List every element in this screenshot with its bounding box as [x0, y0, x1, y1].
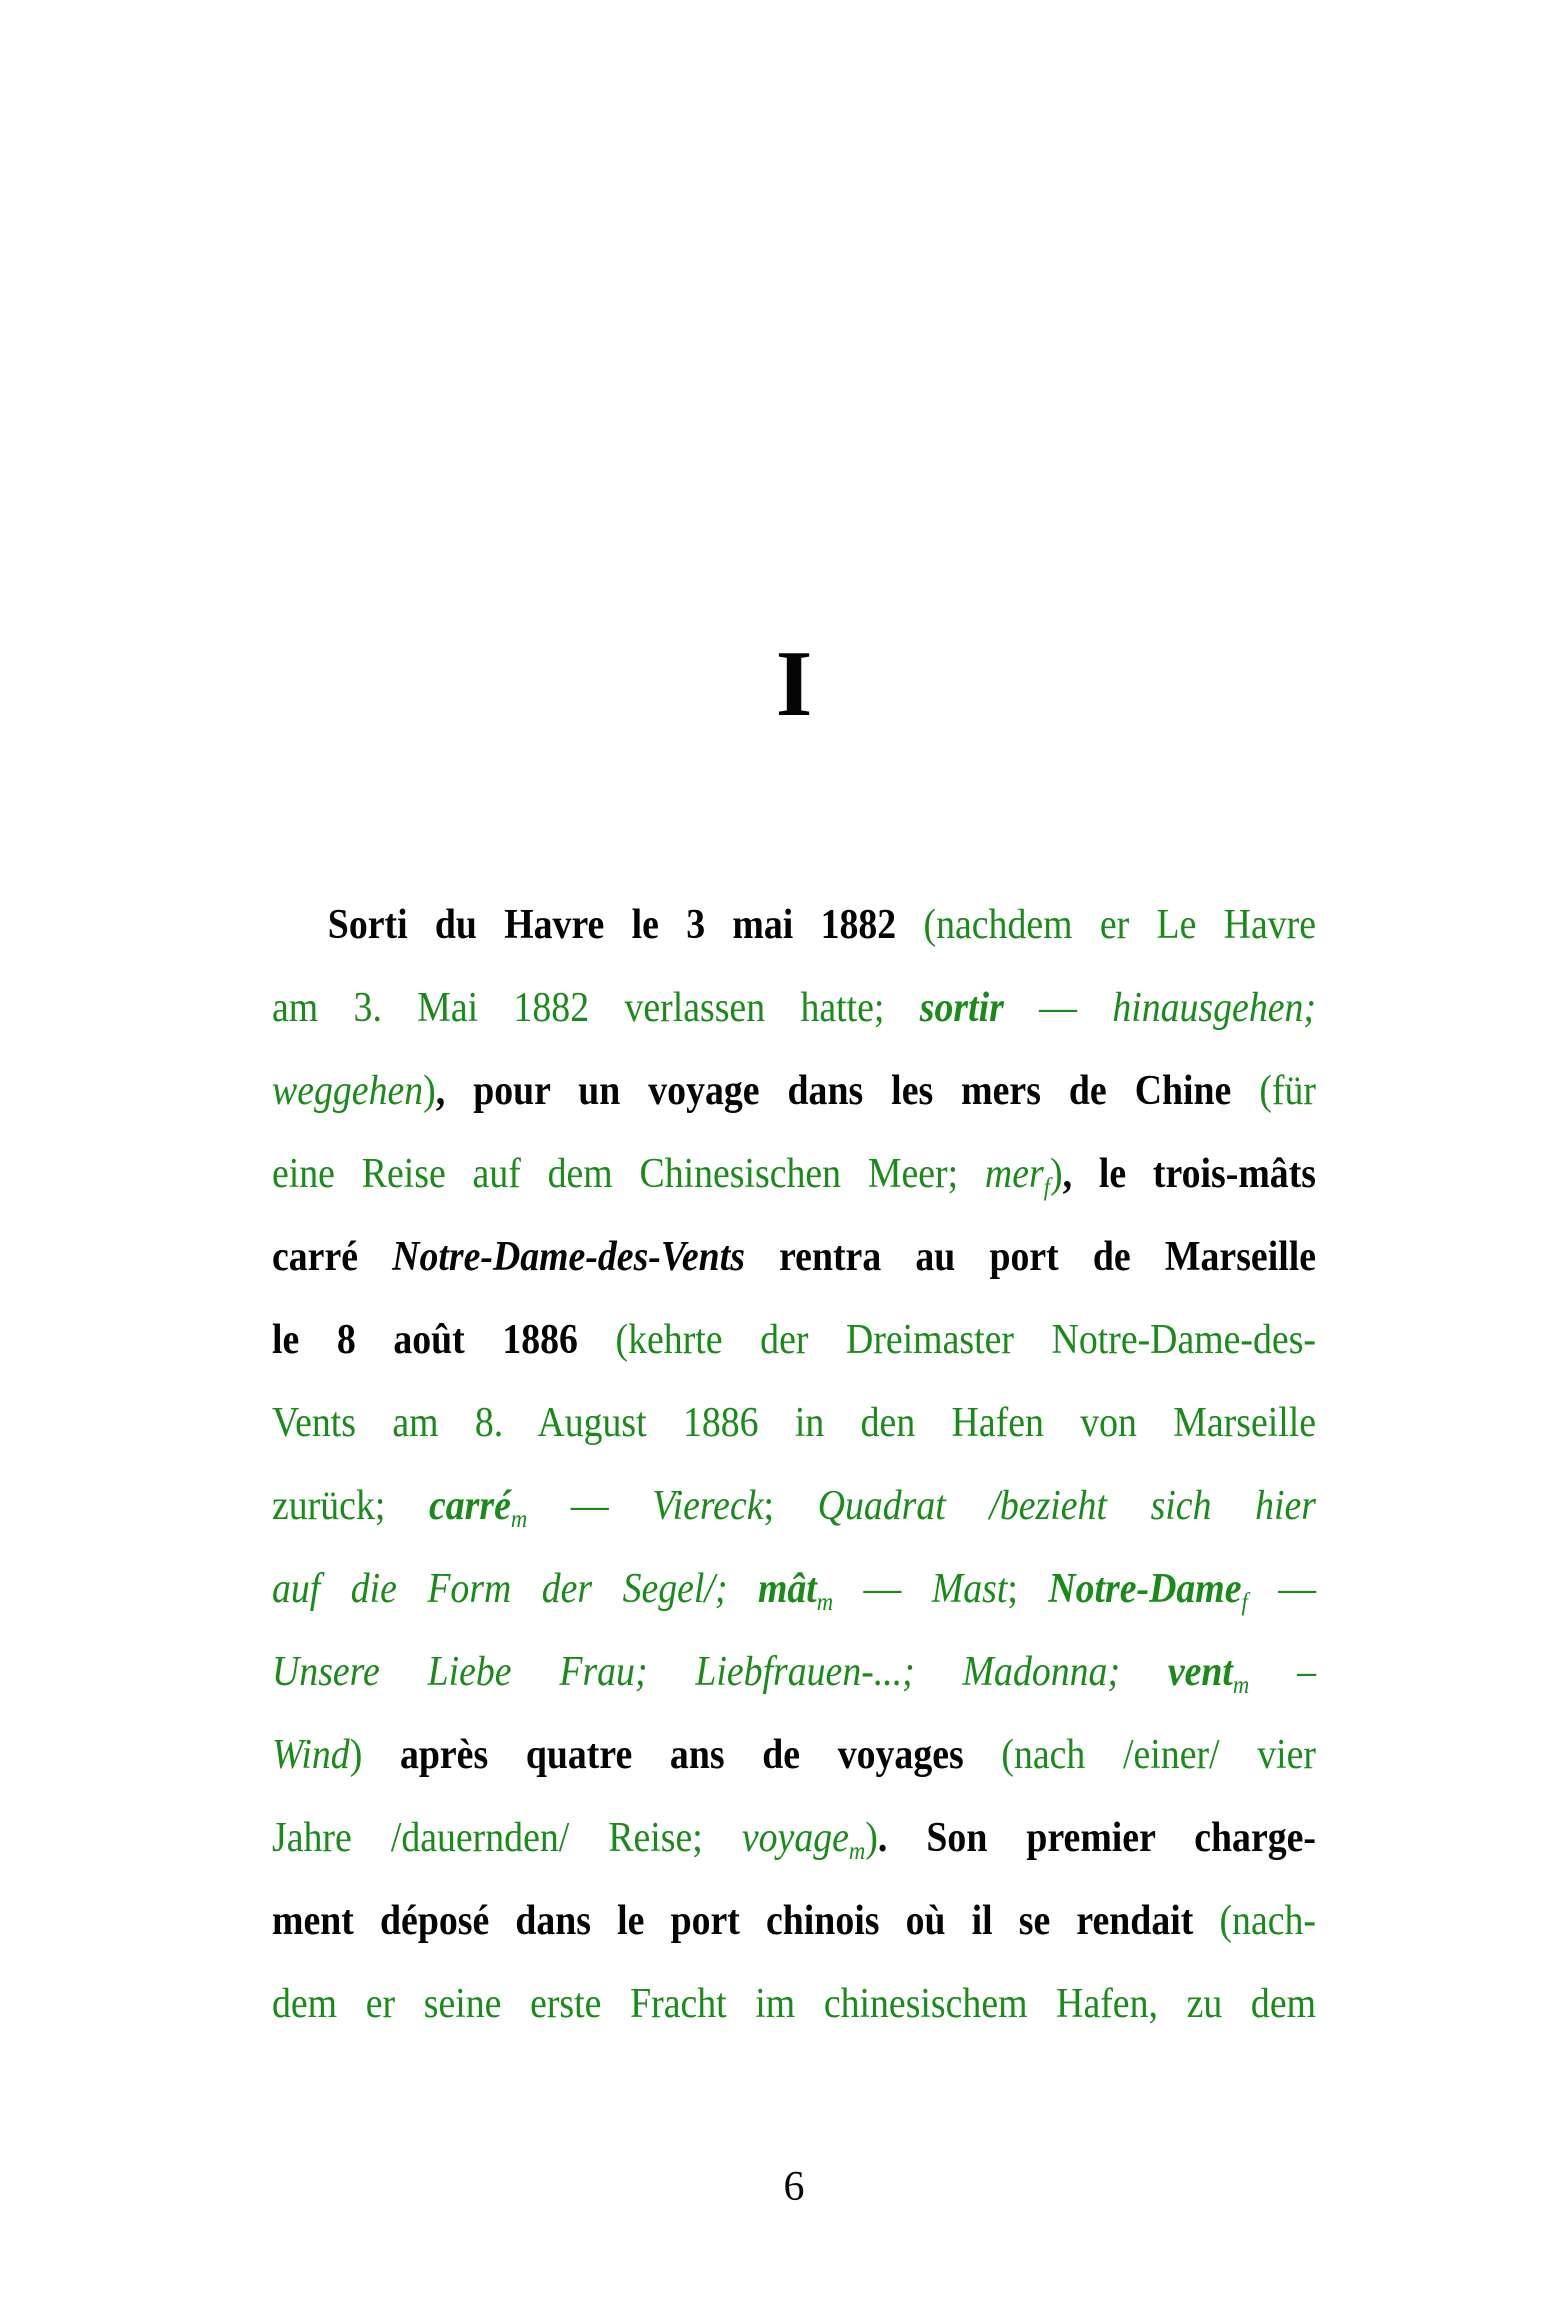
text-line [272, 1050, 1316, 1133]
text-run-g: am 3. Mai 1882 verlassen hatte; [272, 985, 920, 1031]
text-run-g: (für [1259, 1068, 1316, 1114]
text-line [272, 1963, 1316, 2046]
text-run-g: eine Reise auf dem Chinesischen Meer; [272, 1151, 985, 1197]
text-run-gi: Quadrat /bezieht sich hier [817, 1483, 1316, 1529]
gender-subscript: f [1241, 1588, 1248, 1616]
text-run-g: Vents am 8. August 1886 in den Hafen von Marseille [272, 1400, 1316, 1446]
gender-subscript: m [816, 1588, 834, 1616]
text-run-b: Sorti du Havre le 3 mai 1882 [327, 902, 924, 948]
gender-subscript: m [848, 1837, 866, 1865]
text-run-gi: auf die Form der Segel/; [272, 1566, 758, 1612]
text-run-b: , le trois-mâts [1062, 1151, 1317, 1197]
text-run-g: — [833, 1566, 932, 1612]
text-run-b: rentra au port de Marseille [744, 1234, 1316, 1280]
text-run-g: ; [763, 1483, 818, 1529]
text-line [272, 1382, 1316, 1465]
text-run-gbi: vent [1167, 1649, 1233, 1695]
text-run-gbi: carré [428, 1483, 511, 1529]
text-run-gbi: mât [757, 1566, 817, 1612]
text-line [272, 1880, 1316, 1963]
text-line [272, 1465, 1316, 1548]
text-line [272, 884, 1316, 967]
text-run-g: ; [1007, 1566, 1049, 1612]
text-run-g: (nach /einer/ vier [1001, 1732, 1317, 1778]
text-run-g: ) [349, 1732, 363, 1778]
text-line [272, 967, 1316, 1050]
gender-subscript: f [1043, 1173, 1051, 1201]
text-run-gi: Viereck [652, 1483, 764, 1529]
text-line [272, 1548, 1316, 1631]
chapter-heading: I [775, 632, 813, 736]
page-number: 6 [783, 2164, 805, 2210]
text-run-g: dem er seine erste Fracht im chinesischem Hafen, zu dem [272, 1981, 1316, 2027]
text-line [272, 1133, 1316, 1216]
text-run-gi: hinausgehen; [1112, 985, 1316, 1031]
gender-subscript: m [1232, 1671, 1250, 1699]
text-run-g: ) [1050, 1151, 1063, 1197]
text-run-b: . Son premier charge- [877, 1815, 1316, 1861]
text-run-g: (kehrte der Dreimaster Notre-Dame-des- [615, 1317, 1316, 1363]
text-line [272, 1299, 1316, 1382]
text-run-gi: mer [984, 1151, 1044, 1197]
text-run-g: — [1003, 985, 1113, 1031]
text-run-g: Jahre /dauernden/ Reise; [272, 1815, 742, 1861]
text-run-g: (nachdem er Le Havre [923, 902, 1317, 948]
text-line [272, 1797, 1316, 1880]
text-run-gbi: Notre-Dame [1048, 1566, 1242, 1612]
text-line [272, 1714, 1316, 1797]
paragraph [272, 884, 1316, 2046]
text-run-g: — [527, 1483, 653, 1529]
text-run-gi: Mast [931, 1566, 1008, 1612]
text-run-b: , pour un voyage dans les mers de Chine [435, 1068, 1260, 1114]
text-run-b: après quatre ans de voyages [362, 1732, 1002, 1778]
gender-subscript: m [510, 1505, 528, 1533]
text-run-g: ) [865, 1815, 878, 1861]
text-run-g: zurück; [272, 1483, 429, 1529]
text-run-b: carré [272, 1234, 393, 1280]
text-run-g: ) [423, 1068, 436, 1114]
text-run-gi: Wind [272, 1732, 350, 1778]
text-run-gi: Unsere Liebe Frau; Liebfrauen-...; Madonna; [272, 1649, 1168, 1695]
text-line [272, 1631, 1316, 1714]
text-run-gi: voyage [741, 1815, 849, 1861]
text-line [272, 1216, 1316, 1299]
text-run-bi: Notre-Dame-des-Vents [392, 1234, 745, 1280]
text-run-g: (nach- [1219, 1898, 1316, 1944]
text-run-gi: – [1249, 1649, 1317, 1695]
text-run-gi: weggehen [272, 1068, 424, 1114]
text-run-gbi: sortir [919, 985, 1004, 1031]
text-run-b: ment déposé dans le port chinois où il se rendait [272, 1898, 1220, 1944]
text-run-b: le 8 août 1886 [272, 1317, 616, 1363]
text-run-g: — [1247, 1566, 1317, 1612]
